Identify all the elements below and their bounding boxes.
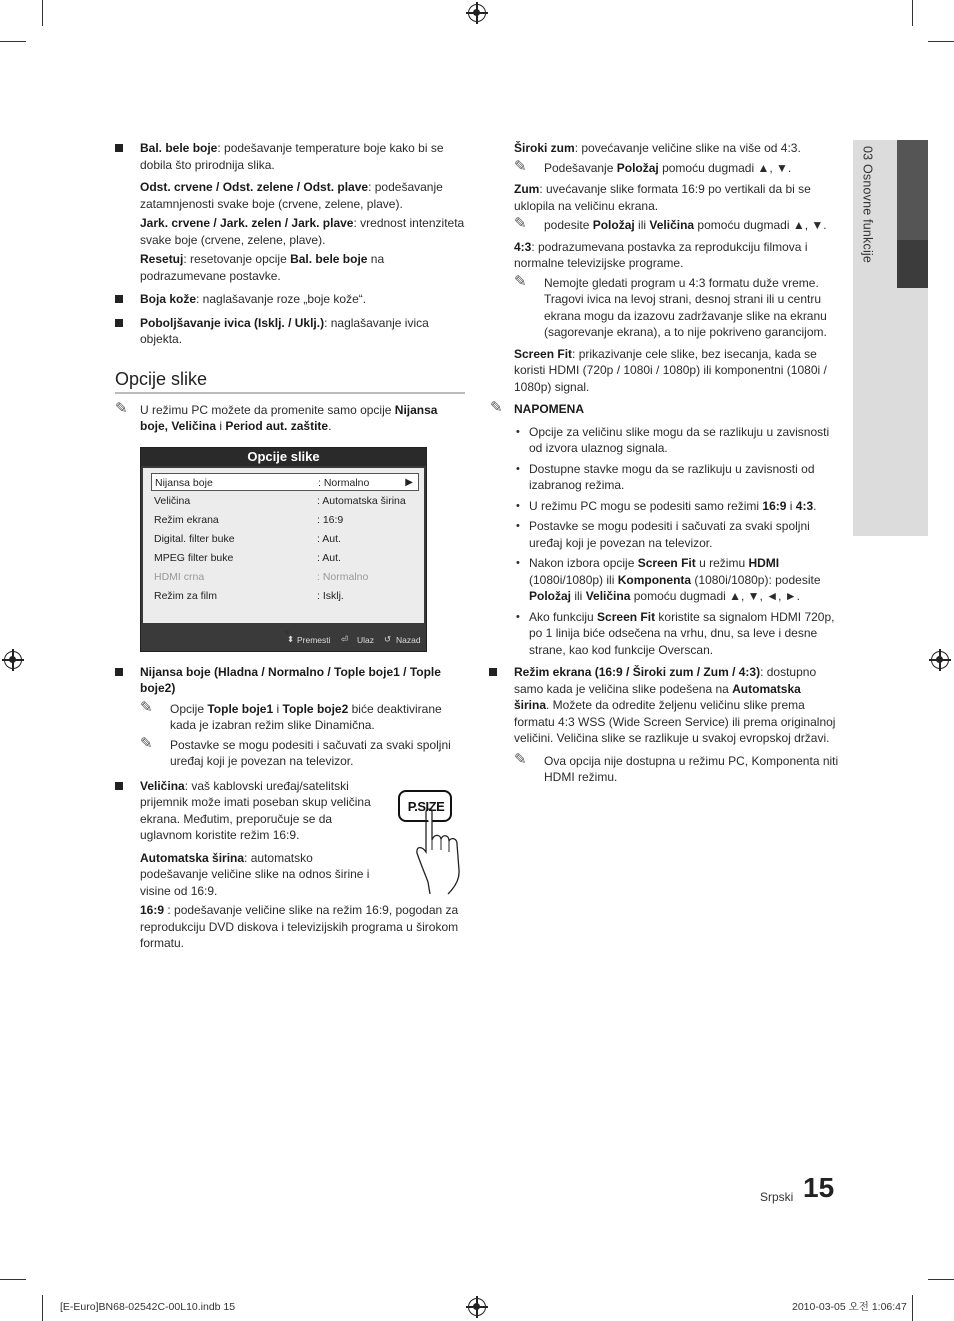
chapter-side-tab: [853, 140, 928, 536]
note-pen-icon: ✎: [514, 750, 527, 768]
note-heading: ✎ NAPOMENA: [490, 399, 585, 416]
crop-mark: [0, 1279, 26, 1280]
list-item: • Postavke se mogu podesiti i sačuvati za svaki spoljni uređaj koji je povezan na televizor.: [514, 518, 839, 551]
list-item: Poboljšavanje ivica (Isklj. / Uklj.): naglašavanje ivica objekta.: [115, 315, 465, 348]
crop-mark: [42, 0, 43, 26]
list-item: Bal. bele boje: podešavanje temperature boje kako bi se dobila što prirodnija slika.: [115, 140, 465, 173]
registration-mark-icon: [931, 651, 949, 669]
scroll-down-icon[interactable]: ▼: [283, 627, 291, 637]
note-pen-icon: ✎: [140, 698, 153, 716]
osd-move-label: Premesti: [297, 634, 331, 645]
osd-row[interactable]: Nijansa boje : Normalno ▶: [151, 473, 419, 491]
enter-icon: ⏎: [341, 633, 349, 644]
note: ✎ Postavke se mogu podesiti i sačuvati za svaki spoljni uređaj koji je povezan na televizor.: [140, 734, 451, 768]
list-item: Režim ekrana (16:9 / Široki zum / Zum / 4:3): dostupno samo kada je veličina slike podešena na Automatska širina. Možete da odredite željenu veličinu slike prema formatu 4:3 WSS (Wide Screen Service) ili prema originalnoj veličini. Veličina slike se razlikuje u svakoj evropskoj državi.: [489, 664, 839, 747]
section-title: Opcije slike: [115, 368, 465, 394]
psize-remote-illustration: [398, 790, 468, 896]
paragraph: Screen Fit: prikazivanje cele slike, bez isecanja, kada se koristi HDMI (720p / 1080i / 1080p) ili komponentni (1080i / 1080p) signal.: [514, 346, 827, 394]
psize-button-label: P.SIZE: [407, 799, 445, 814]
crop-mark: [912, 0, 913, 26]
registration-mark-icon: [468, 1298, 486, 1316]
list-item: • Dostupne stavke mogu da se razlikuju u zavisnosti od izabranog režima.: [514, 461, 839, 494]
print-footer-left: [E-Euro]BN68-02542C-00L10.indb 15: [60, 1301, 236, 1313]
back-icon: ↺: [384, 633, 392, 644]
paragraph: 4:3: podrazumevana postavka za reprodukciju filmova i normalne televizijske programe.: [514, 239, 808, 270]
list-item: Veličina: vaš kablovski uređaj/satelitski prijemnik može imati poseban skup veličina ekrana. Međutim, preporučuje se da uglavnom koristite režim 16:9.: [115, 778, 383, 844]
note: ✎ podesite Položaj ili Veličina pomoću dugmadi ▲, ▼.: [514, 215, 827, 232]
side-tab-marker: [897, 240, 928, 288]
list-item: • Ako funkciju Screen Fit koristite sa signalom HDMI 720p, po 1 linija biće odsečena na vrhu, dnu, sa leve i desne strane, kao kod funkcije Overscan.: [514, 609, 839, 659]
crop-mark: [0, 41, 26, 42]
page-number-value: 15: [803, 1172, 835, 1203]
chapter-label: 03 Osnovne funkcije: [860, 146, 875, 264]
note: ✎ U režimu PC možete da promenite samo opcije Nijansa boje, Veličina i Period aut. zaštite.: [115, 399, 438, 433]
paragraph: Široki zum: povećavanje veličine slike na više od 4:3.: [514, 141, 801, 155]
note: ✎ Ova opcija nije dostupna u režimu PC, Komponenta niti HDMI režimu.: [514, 750, 839, 784]
sub-item: 16:9 : podešavanje veličine slike na režim 16:9, pogodan za reprodukciju DVD diskova i televizijskih programa u širokom formatu.: [140, 903, 459, 950]
note: ✎ Opcije Tople boje1 i Tople boje2 biće deaktivirane kada je izabran režim slike Dinamična.: [140, 698, 442, 732]
registration-mark-icon: [468, 4, 486, 22]
osd-row[interactable]: Režim za film : Isklj.: [154, 589, 344, 602]
list-item: • Opcije za veličinu slike mogu da se razlikuju u zavisnosti od izvora ulaznog signala.: [514, 424, 839, 457]
note-pen-icon: ✎: [514, 272, 527, 290]
osd-row[interactable]: MPEG filter buke : Aut.: [154, 551, 341, 564]
note: ✎ Nemojte gledati program u 4:3 formatu duže vreme. Tragovi ivica na levoj strani, desnoj strani ili u centru ekrana mogu da izazovu zadržavanje slike na ekranu (sagorevanje ekrana), a to nije pokriveno garancijom.: [514, 272, 827, 339]
note-pen-icon: ✎: [140, 734, 153, 752]
sub-item: Odst. crvene / Odst. zelene / Odst. plave: podešavanje zatamnjenosti svake boje (crvene, zelene, plave).: [140, 180, 443, 211]
osd-row[interactable]: Digital. filter buke : Aut.: [154, 532, 341, 545]
sub-item: Automatska širina: automatsko podešavanje veličine slike na odnos širine i visine od 16:9.: [140, 850, 370, 898]
osd-back-label: Nazad: [396, 634, 421, 645]
osd-row[interactable]: Veličina : Automatska širina: [154, 494, 406, 507]
note-pen-icon: ✎: [514, 157, 527, 175]
registration-mark-icon: [4, 651, 22, 669]
right-column: [490, 140, 839, 789]
print-footer-right: 2010-03-05 오전 1:06:47: [792, 1301, 907, 1313]
crop-mark: [912, 1295, 913, 1321]
page-language: Srpski: [760, 1190, 794, 1204]
osd-title: Opcije slike: [141, 448, 426, 466]
list-item: Nijansa boje (Hladna / Normalno / Tople boje1 / Tople boje2): [115, 664, 465, 697]
osd-enter-label: Ulaz: [357, 634, 375, 645]
note-pen-icon: ✎: [514, 215, 527, 232]
osd-body: [143, 468, 424, 637]
crop-mark: [928, 1279, 954, 1280]
note: ✎ Podešavanje Položaj pomoću dugmadi ▲, ▼.: [514, 157, 792, 175]
crop-mark: [42, 1295, 43, 1321]
osd-footer: [141, 631, 426, 645]
osd-row[interactable]: Režim ekrana : 16:9: [154, 513, 344, 526]
list-item: Boja kože: naglašavanje roze „boje kože“.: [115, 291, 465, 308]
crop-mark: [928, 41, 954, 42]
note-pen-icon: ✎: [115, 399, 128, 417]
arrow-right-icon: ▶: [405, 476, 413, 488]
sub-item: Resetuj: resetovanje opcije Bal. bele boje na podrazumevane postavke.: [140, 252, 385, 283]
list-item: • Nakon izbora opcije Screen Fit u režimu HDMI (1080i/1080p) ili Komponenta (1080i/1080p): podesite Položaj ili Veličina pomoću dugmadi ▲, ▼, ◄, ►.: [514, 555, 839, 605]
list-item: • U režimu PC mogu se podesiti samo režimi 16:9 i 4:3.: [514, 498, 839, 515]
paragraph: Zum: uvećavanje slike formata 16:9 po vertikali da bi se uklopila na veličinu ekrana.: [514, 182, 811, 213]
sub-item: Jark. crvene / Jark. zelen / Jark. plave: vrednost intenziteta svake boje (crvene, zelene, plave).: [140, 216, 465, 247]
osd-menu: [140, 447, 427, 652]
updown-icon: ⬍: [287, 633, 295, 644]
note-pen-icon: ✎: [490, 399, 503, 416]
osd-row: HDMI crna : Normalno: [154, 570, 369, 583]
